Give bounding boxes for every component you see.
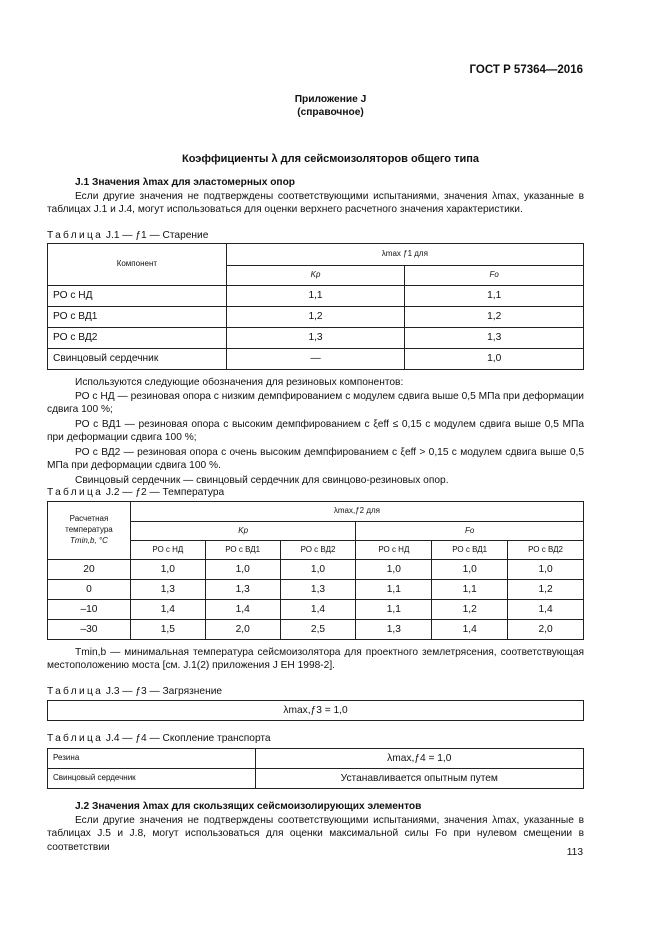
table1-cell: 1,1	[226, 286, 405, 307]
table-row	[48, 749, 584, 769]
table2-caption	[47, 486, 224, 499]
table4-caption-word: Таблица	[47, 733, 104, 744]
table2-cell: 1,0	[356, 560, 432, 580]
table2-cell: 1,1	[356, 580, 432, 600]
table1-cell: Свинцовый сердечник	[48, 349, 227, 370]
table2-cell: 1,3	[205, 580, 280, 600]
table4-cell: Резина	[48, 749, 256, 769]
table1-cell: 1,3	[226, 328, 405, 349]
table1-header-component: Компонент	[48, 244, 227, 286]
notation-intro: Используются следующие обозначения для резиновых компонентов:	[75, 377, 404, 388]
table2-cell: 1,4	[432, 620, 508, 640]
table2-cell: 1,0	[508, 560, 584, 580]
table1-header-kp: Kp	[226, 266, 405, 286]
table2-cell: 1,1	[432, 580, 508, 600]
table-row	[48, 600, 584, 620]
table2-cell: 1,4	[508, 600, 584, 620]
notation-nd: РО с НД — резиновая опора с низким демпфированием с модулем сдвига выше 0,5 МПа при деформации сдвига 100 %;	[47, 391, 584, 416]
table3-caption	[47, 685, 222, 698]
table2-header-fo: Fo	[356, 522, 584, 541]
table2-cell: 1,4	[205, 600, 280, 620]
j2-paragraph: Если другие значения не подтверждены соответствующими испытаниями, значения λmax, указанные в таблицах J.5 и J.8, могут использоваться для оценки максимальной силы Fo при нулевом смещении в соответствии	[47, 815, 584, 853]
table2-header-temp: Расчетная температура Tmin,b, °C	[48, 502, 131, 560]
j1-paragraph: Если другие значения не подтверждены соответствующими испытаниями, значения λmax, указанные в таблицах J.1 и J.4, могут использоваться для оценки верхнего расчетного значения характеристики.	[47, 191, 584, 216]
table2-cell: 2,0	[205, 620, 280, 640]
table2-cell: 1,2	[508, 580, 584, 600]
j2-heading: J.2 Значения λmax для скользящих сейсмоизолирующих элементов	[75, 801, 422, 812]
table-row	[48, 307, 584, 328]
table2-subheader: РО с ВД1	[432, 541, 508, 560]
appendix-title: Приложение J	[294, 94, 367, 105]
table-row	[48, 349, 584, 370]
appendix-subtitle: (справочное)	[297, 107, 364, 118]
table2-cell: 1,1	[356, 600, 432, 620]
table4-cell: Свинцовый сердечник	[48, 769, 256, 789]
table2-cell: –30	[48, 620, 131, 640]
notation-lead: Свинцовый сердечник — свинцовый сердечник для свинцово-резиновых опор.	[75, 475, 449, 486]
table2-cell: –10	[48, 600, 131, 620]
page-number: 113	[566, 847, 583, 858]
table2-cell: 1,5	[130, 620, 205, 640]
table2-caption-word: Таблица	[47, 487, 104, 498]
table2-cell: 2,0	[508, 620, 584, 640]
table2-header-kp: Kp	[130, 522, 356, 541]
table1-header-fo: Fo	[405, 266, 584, 286]
table1-cell: 1,1	[405, 286, 584, 307]
table1-cell: 1,2	[405, 307, 584, 328]
table3-caption-text: J.3 — ƒ3 — Загрязнение	[105, 686, 223, 697]
table-j3	[47, 700, 584, 721]
table1-caption-text: J.1 — ƒ1 — Старение	[105, 230, 209, 241]
notation-vd2: РО с ВД2 — резиновая опора с очень высоким демпфированием с ξeff > 0,15 с модулем сдвига выше 0,5 МПа при деформации сдвига 100 %.	[47, 447, 584, 472]
table1-cell: РО с НД	[48, 286, 227, 307]
table2-cell: 20	[48, 560, 131, 580]
table-j1	[47, 243, 584, 370]
table-row	[48, 769, 584, 789]
table1-cell: РО с ВД2	[48, 328, 227, 349]
table2-cell: 1,0	[280, 560, 356, 580]
table2-cell: 1,3	[280, 580, 356, 600]
table2-cell: 1,4	[280, 600, 356, 620]
table2-cell: 1,0	[205, 560, 280, 580]
table-j4	[47, 748, 584, 789]
table2-cell: 0	[48, 580, 131, 600]
table-j2	[47, 501, 584, 640]
table-row	[48, 286, 584, 307]
table1-cell: —	[226, 349, 405, 370]
table2-subheader: РО с ВД2	[508, 541, 584, 560]
table1-caption-word: Таблица	[47, 230, 104, 241]
table1-caption	[47, 229, 208, 242]
table-row	[48, 580, 584, 600]
table2-header-group: λmax,ƒ2 для	[130, 502, 583, 522]
table4-caption-text: J.4 — ƒ4 — Скопление транспорта	[105, 733, 271, 744]
table1-cell: 1,3	[405, 328, 584, 349]
table2-cell: 2,5	[280, 620, 356, 640]
table2-cell: 1,4	[130, 600, 205, 620]
table2-cell: 1,3	[356, 620, 432, 640]
table1-cell: 1,0	[405, 349, 584, 370]
table2-subheader: РО с НД	[356, 541, 432, 560]
section-title: Коэффициенты λ для сейсмоизоляторов общего типа	[181, 153, 479, 165]
table2-caption-text: J.2 — ƒ2 — Температура	[105, 487, 225, 498]
table2-cell: 1,0	[432, 560, 508, 580]
table2-subheader: РО с ВД1	[205, 541, 280, 560]
table2-note: Tmin,b — минимальная температура сейсмоизолятора для проектного землетрясения, соответствующая местоположению моста [см. J.1(2) приложения J ЕН 1998-2].	[47, 647, 584, 672]
j1-heading: J.1 Значения λmax для эластомерных опор	[75, 177, 296, 188]
document-code: ГОСТ Р 57364—2016	[469, 64, 583, 76]
notation-vd1: РО с ВД1 — резиновая опора с высоким демпфированием с ξeff ≤ 0,15 с модулем сдвига выше 0,5 МПа при деформации сдвига 100 %;	[47, 419, 584, 444]
table3-value: λmax,ƒ3 = 1,0	[48, 701, 584, 721]
table-row	[48, 620, 584, 640]
table2-cell: 1,3	[130, 580, 205, 600]
table-row	[48, 560, 584, 580]
table3-caption-word: Таблица	[47, 686, 104, 697]
table1-cell: 1,2	[226, 307, 405, 328]
table4-caption	[47, 732, 271, 745]
table2-cell: 1,0	[130, 560, 205, 580]
table1-header-group: λmax ƒ1 для	[226, 244, 583, 266]
table2-subheader: РО с ВД2	[280, 541, 356, 560]
table-row	[48, 328, 584, 349]
table4-cell: Устанавливается опытным путем	[255, 769, 583, 789]
table2-subheader: РО с НД	[130, 541, 205, 560]
table2-cell: 1,2	[432, 600, 508, 620]
table1-cell: РО с ВД1	[48, 307, 227, 328]
table4-cell: λmax,ƒ4 = 1,0	[255, 749, 583, 769]
